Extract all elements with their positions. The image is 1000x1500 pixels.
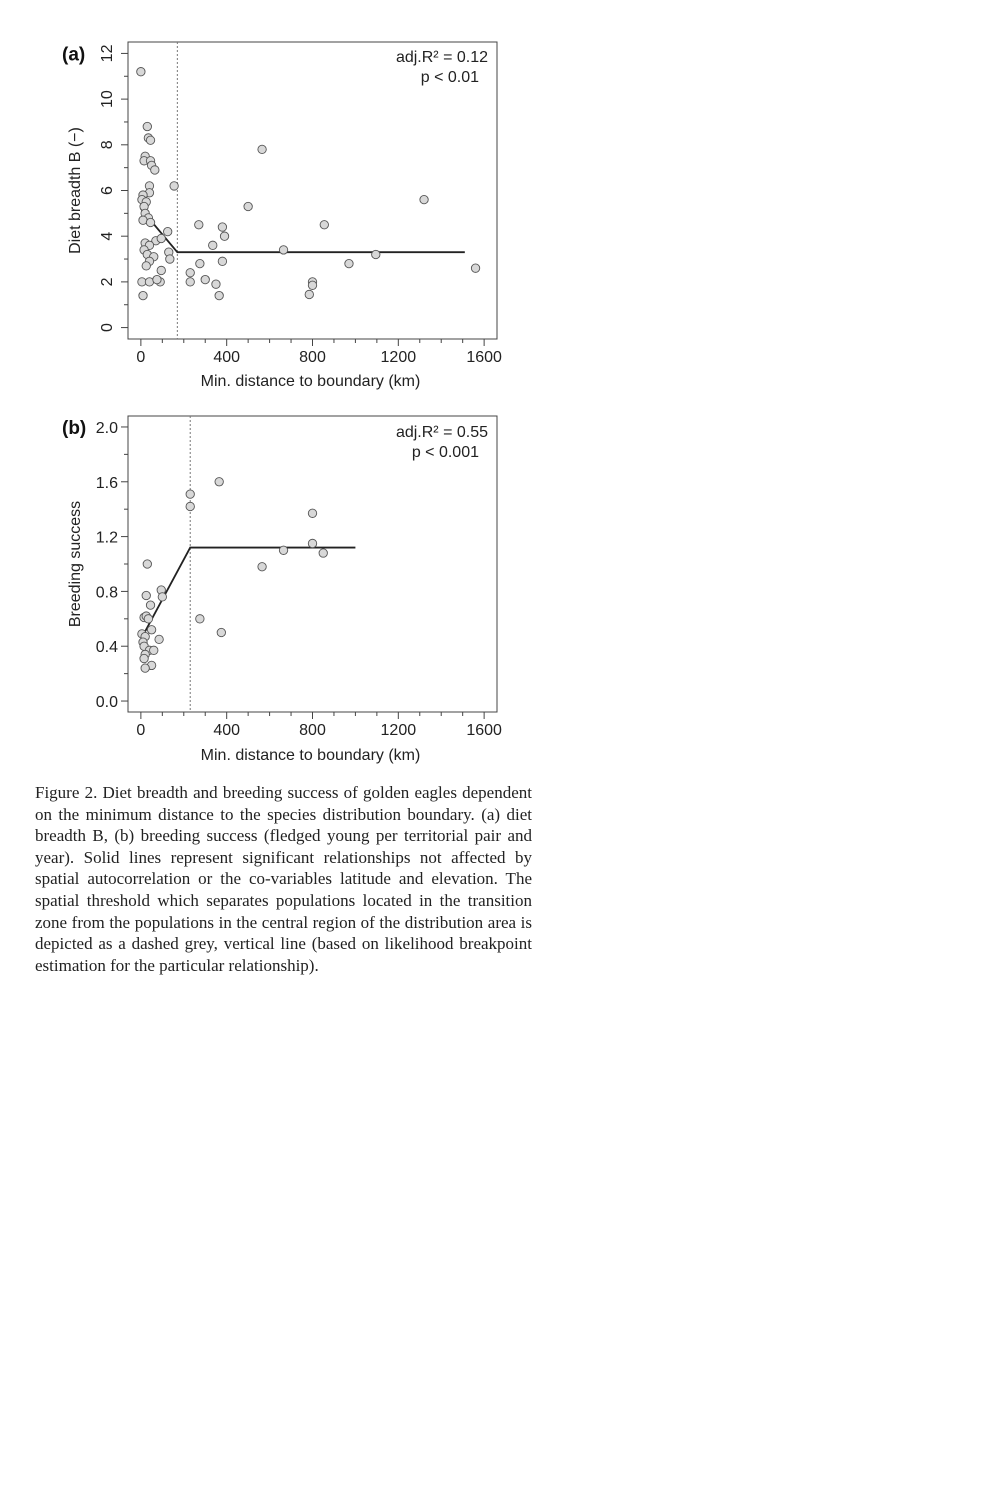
- data-point: [140, 654, 148, 662]
- data-point: [186, 502, 194, 510]
- data-point: [137, 68, 145, 76]
- data-point: [150, 646, 158, 654]
- x-tick-label: 400: [213, 722, 241, 739]
- data-point: [158, 593, 166, 601]
- y-tick-label: 0.4: [95, 639, 118, 657]
- data-point: [372, 250, 380, 258]
- data-point: [258, 145, 266, 153]
- data-point: [170, 182, 178, 190]
- fit-line: [141, 548, 356, 640]
- figure-caption: Figure 2. Diet breadth and breeding success of golden eagles dependent on the minimum distance to the species distribution boundary. (a) diet breadth B, (b) breeding success (fledged young per territorial pair and year). Solid lines represent significant relationships not affected by spatial autocorrelation or the co-variables latitude and elevation. The spatial threshold which separates populations located in the transition zone from the populations in the central region of the distribution area is depicted as a dashed grey, vertical line (based on likelihood breakpoint estimation for the particular relationship).: [35, 783, 532, 975]
- data-point: [157, 266, 165, 274]
- data-point: [215, 478, 223, 486]
- p-value-annotation: p < 0.001: [411, 444, 479, 461]
- data-point: [212, 280, 220, 288]
- data-point: [155, 635, 163, 643]
- data-point: [147, 626, 155, 634]
- panel-label: (b): [62, 417, 87, 439]
- data-point: [215, 291, 223, 299]
- x-tick-label: 0: [136, 349, 146, 366]
- data-point: [320, 221, 328, 229]
- data-point: [146, 136, 154, 144]
- data-point: [201, 275, 209, 283]
- adj-r2-annotation: adj.R² = 0.12: [395, 49, 488, 66]
- data-point: [258, 563, 266, 571]
- x-axis-title: Min. distance to boundary (km): [200, 373, 421, 390]
- data-point: [217, 628, 225, 636]
- y-tick-label: 0.8: [95, 584, 118, 602]
- data-point: [195, 221, 203, 229]
- data-point: [308, 509, 316, 517]
- data-point: [196, 259, 204, 267]
- y-tick-label: 1.6: [95, 474, 118, 492]
- x-tick-label: 1600: [466, 722, 502, 739]
- y-axis-title: Breeding success: [67, 500, 84, 628]
- data-point: [218, 223, 226, 231]
- data-point: [151, 166, 159, 174]
- y-axis-title: Diet breadth B (−): [67, 127, 84, 254]
- adj-r2-annotation: adj.R² = 0.55: [395, 424, 488, 441]
- p-value-annotation: p < 0.01: [420, 69, 479, 86]
- data-point: [146, 601, 154, 609]
- data-point: [157, 234, 165, 242]
- data-point: [319, 549, 327, 557]
- data-point: [186, 269, 194, 277]
- data-point: [139, 291, 147, 299]
- data-point: [143, 560, 151, 568]
- x-tick-label: 800: [299, 722, 326, 739]
- panel-a: [62, 42, 502, 390]
- y-tick-label: 2.0: [95, 419, 118, 437]
- y-tick-label: 0: [99, 323, 116, 333]
- data-point: [141, 664, 149, 672]
- fit-line: [141, 209, 465, 252]
- data-point: [146, 218, 154, 226]
- data-point: [220, 232, 228, 240]
- data-point: [153, 275, 161, 283]
- data-point: [166, 255, 174, 263]
- data-point: [305, 290, 313, 298]
- data-point: [308, 281, 316, 289]
- data-point: [142, 262, 150, 270]
- data-point: [471, 264, 479, 272]
- x-tick-label: 0: [136, 722, 146, 739]
- data-point: [308, 539, 316, 547]
- panel-b: [62, 416, 502, 764]
- data-point: [144, 615, 152, 623]
- data-point: [279, 546, 287, 554]
- y-tick-label: 8: [99, 140, 116, 150]
- y-tick-label: 10: [99, 90, 116, 109]
- data-point: [163, 227, 171, 235]
- x-tick-label: 1200: [380, 349, 417, 366]
- data-point: [345, 259, 353, 267]
- y-tick-label: 0.0: [95, 694, 118, 712]
- x-tick-label: 1200: [380, 722, 417, 739]
- data-point: [143, 122, 151, 130]
- y-tick-label: 4: [99, 231, 116, 241]
- x-tick-label: 1600: [466, 349, 502, 366]
- y-tick-label: 2: [99, 277, 116, 287]
- x-axis-title: Min. distance to boundary (km): [200, 747, 421, 764]
- y-tick-label: 1.2: [95, 529, 118, 547]
- panel-label: (a): [62, 44, 86, 66]
- data-point: [420, 195, 428, 203]
- data-point: [279, 246, 287, 254]
- y-tick-label: 6: [99, 186, 116, 195]
- data-point: [186, 490, 194, 498]
- y-tick-label: 12: [99, 44, 116, 63]
- x-tick-label: 400: [213, 349, 241, 366]
- data-point: [196, 615, 204, 623]
- data-point: [218, 257, 226, 265]
- data-point: [244, 202, 252, 210]
- data-point: [186, 278, 194, 286]
- x-tick-label: 800: [299, 349, 326, 366]
- data-point: [142, 591, 150, 599]
- data-point: [209, 241, 217, 249]
